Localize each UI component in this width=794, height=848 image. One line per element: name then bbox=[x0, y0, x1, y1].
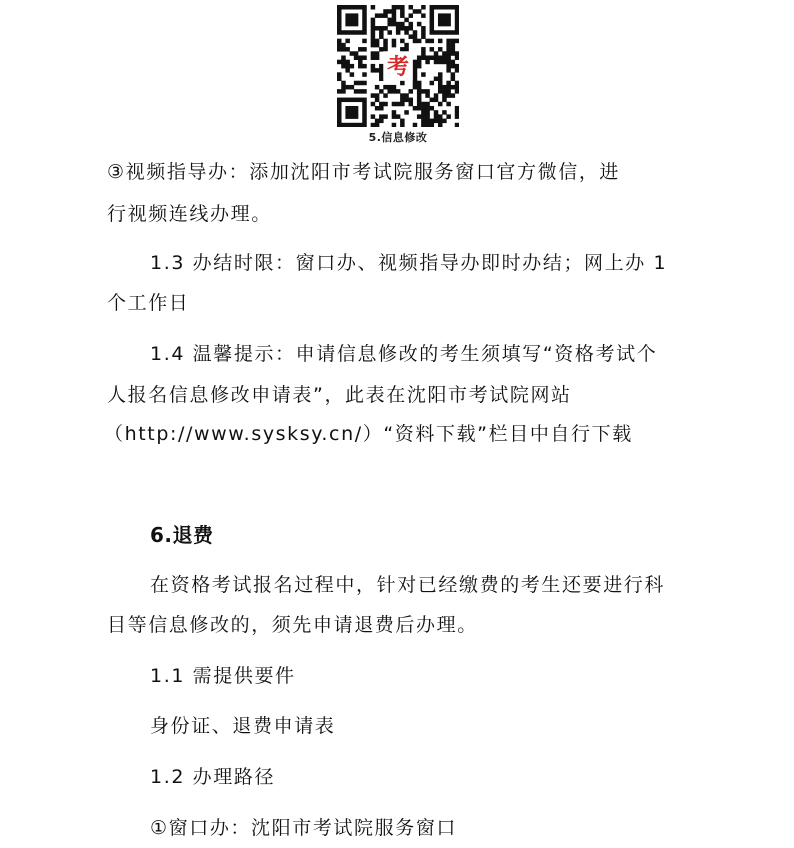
qr-code-block bbox=[337, 5, 459, 144]
paragraph-line: 个工作日 bbox=[107, 292, 190, 314]
section-item-tips: 1.4 温馨提示：申请信息修改的考生须填写“资格考试个 bbox=[150, 343, 658, 365]
section-item-route: 1.2 办理路径 bbox=[150, 766, 276, 788]
qr-caption: 5.信息修改 bbox=[368, 131, 428, 144]
route-window: ①窗口办：沈阳市考试院服务窗口 bbox=[150, 817, 458, 839]
paragraph-line: 目等信息修改的，须先申请退费后办理。 bbox=[107, 614, 478, 636]
paragraph-line: ③视频指导办：添加沈阳市考试院服务窗口官方微信，进 bbox=[107, 161, 621, 183]
section-item-time-limit: 1.3 办结时限：窗口办、视频指导办即时办结；网上办 1 bbox=[150, 252, 668, 274]
qr-code-icon bbox=[337, 5, 459, 127]
qr-logo-mark: 考 bbox=[386, 55, 410, 80]
section-heading-refund: 6.退费 bbox=[150, 523, 214, 547]
paragraph-line: 人报名信息修改申请表”，此表在沈阳市考试院网站 bbox=[107, 384, 572, 406]
website-link-line: （http://www.sysksy.cn/）“资料下载”栏目中自行下载 bbox=[104, 423, 633, 445]
section-item-requirements: 1.1 需提供要件 bbox=[150, 665, 296, 687]
paragraph-line: 在资格考试报名过程中，针对已经缴费的考生还要进行科 bbox=[150, 574, 666, 596]
requirements-value: 身份证、退费申请表 bbox=[150, 715, 336, 737]
paragraph-line: 行视频连线办理。 bbox=[107, 203, 272, 225]
